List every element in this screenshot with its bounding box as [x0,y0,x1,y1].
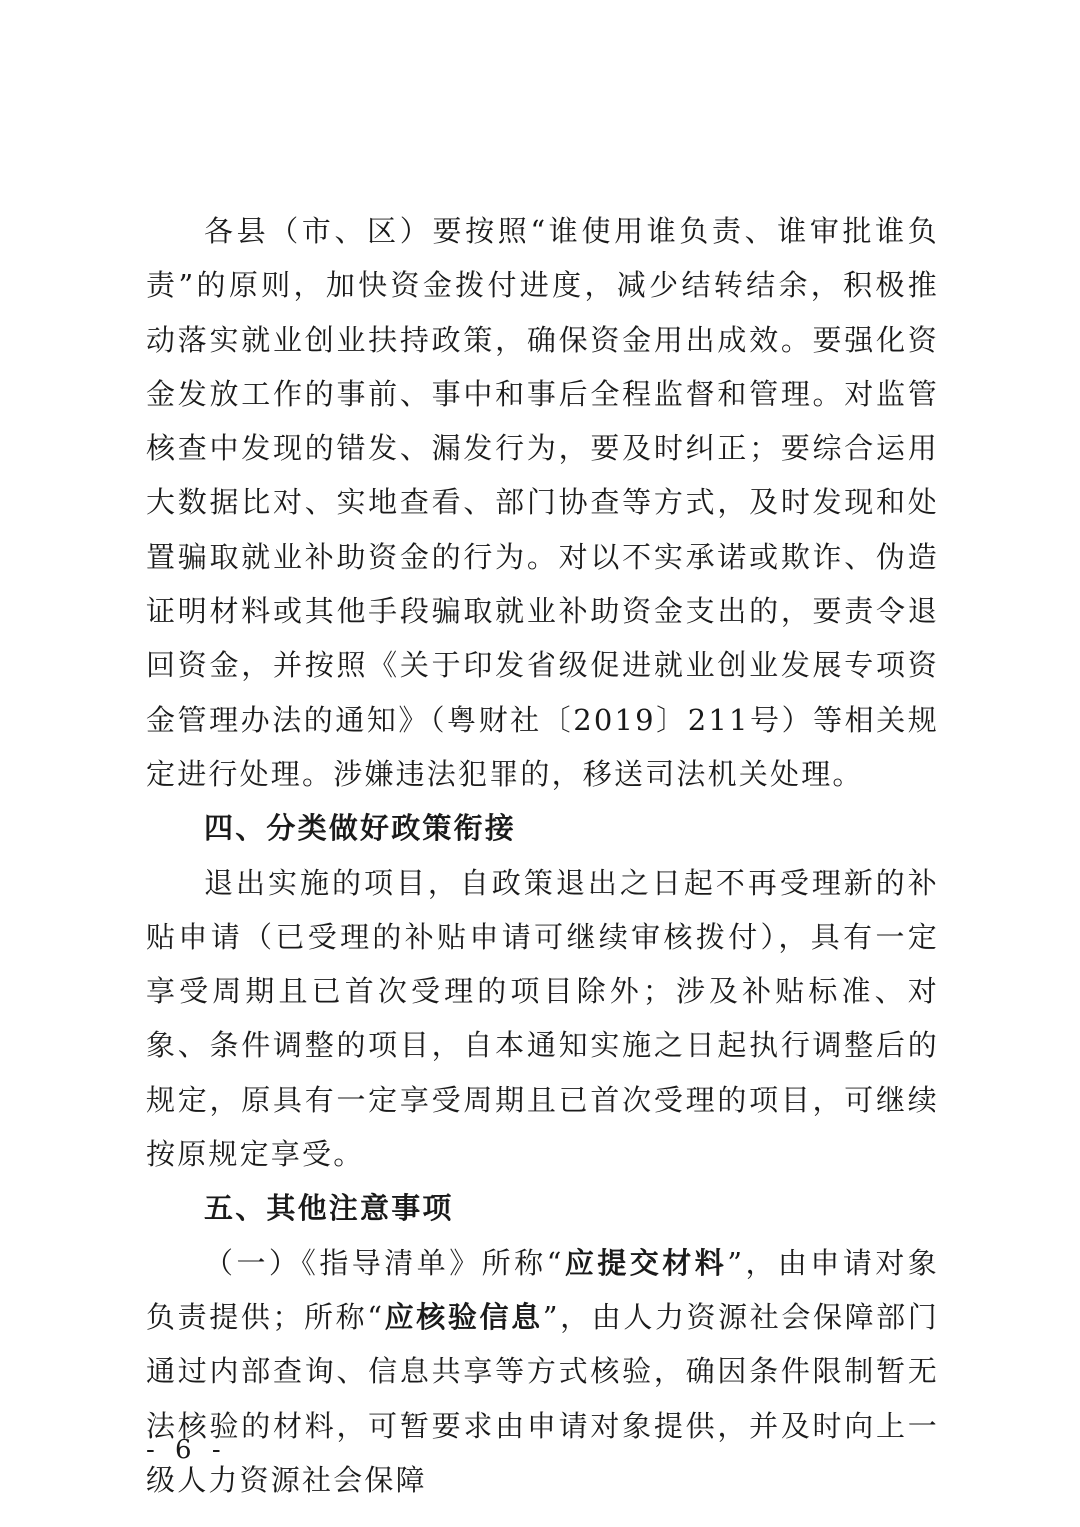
bold-term-required-materials: 应提交材料 [563,1245,728,1280]
section-heading-4: 四、分类做好政策衔接 [204,811,517,846]
page-number: - 6 - [146,1435,227,1465]
document-body [146,204,939,1507]
text-segment: ”，由人力资源社会保障部门通过内部查询、信息共享等方式核验，确因条件限制暂无法核验的材料，可暂要求由申请对象提供，并及时向上一级人力资源社会保障 [146,1299,939,1497]
bold-term-verify-information: 应核验信息 [384,1299,543,1334]
text-segment: ”，由申请对象负责提供；所称“ [146,1245,939,1334]
paragraph-other-notes [146,1236,939,1507]
text-segment: （一）《指导清单》所称“ [204,1245,564,1280]
section-heading-5: 五、其他注意事项 [204,1191,454,1226]
paragraph-fund-supervision: 各县（市、区）要按照“谁使用谁负责、谁审批谁负责”的原则，加快资金拨付进度，减少结转结余，积极推动落实就业创业扶持政策，确保资金用出成效。要强化资金发放工作的事前、事中和事后全程监督和管理。对监管核查中发现的错发、漏发行为，要及时纠正；要综合运用大数据比对、实地查看、部门协查等方式，及时发现和处置骗取就业补助资金的行为。对以不实承诺或欺诈、伪造证明材料或其他手段骗取就业补助资金支出的，要责令退回资金，并按照《关于印发省级促进就业创业发展专项资金管理办法的通知》（粤财社〔2019〕211号）等相关规定进行处理。涉嫌违法犯罪的，移送司法机关处理。 [146,214,939,791]
paragraph-policy-transition: 退出实施的项目，自政策退出之日起不再受理新的补贴申请（已受理的补贴申请可继续审核拨付），具有一定享受周期且已首次受理的项目除外；涉及补贴标准、对象、条件调整的项目，自本通知实施之日起执行调整后的规定，原具有一定享受周期且已首次受理的项目，可继续按原规定享受。 [146,865,939,1172]
